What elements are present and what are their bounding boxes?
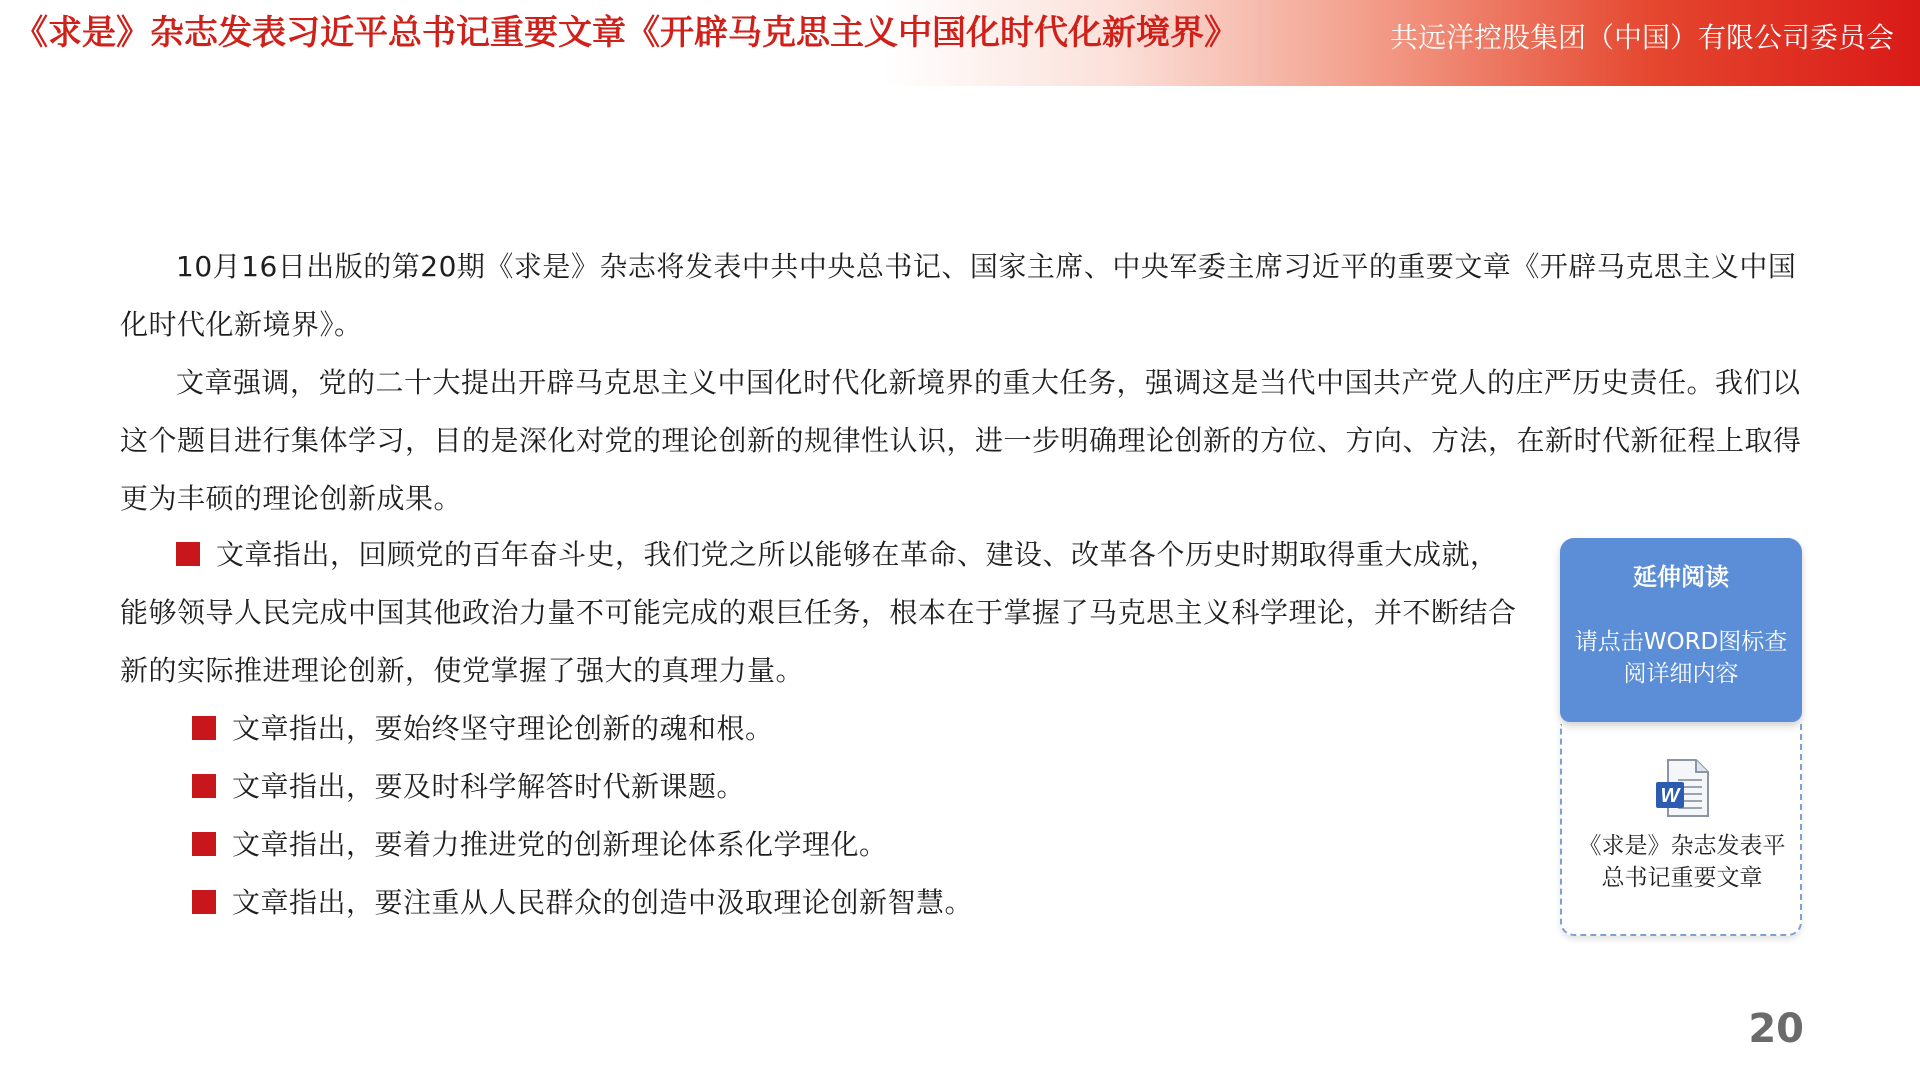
bullet-square-icon (192, 716, 216, 740)
word-document-icon[interactable] (1650, 756, 1714, 820)
bullet-item-4 (120, 816, 1520, 874)
extended-reading-card (1560, 538, 1802, 938)
article-intro (120, 238, 1820, 528)
document-attachment (1560, 724, 1802, 936)
bullet-item-3 (120, 758, 1520, 816)
bullet-square-icon (192, 832, 216, 856)
bullet-text: 文章指出，要着力推进党的创新理论体系化学理化。 (232, 828, 888, 861)
bullet-square-icon (192, 890, 216, 914)
bullet-text: 文章指出，要及时科学解答时代新课题。 (232, 770, 746, 803)
bullet-square-icon (192, 774, 216, 798)
extended-reading-title: 延伸阅读 (1633, 563, 1729, 591)
bullet-text: 文章指出，要注重从人民群众的创造中汲取理论创新智慧。 (232, 886, 974, 919)
extended-reading-hint: 请点击WORD图标查阅详细内容 (1574, 629, 1788, 687)
extended-reading-header (1560, 538, 1802, 722)
bullet-item-2 (120, 700, 1520, 758)
svg-text:W: W (1660, 785, 1680, 807)
bullet-square-icon (176, 542, 200, 566)
bullet-item-1 (120, 526, 1520, 700)
paragraph-emphasis: 文章强调，党的二十大提出开辟马克思主义中国化时代化新境界的重大任务，强调这是当代中国共产党人的庄严历史责任。我们以这个题目进行集体学习，目的是深化对党的理论创新的规律性认识，进一步明确理论创新的方位、方向、方法，在新时代新征程上取得更为丰硕的理论创新成果。 (120, 366, 1802, 515)
page-number: 20 (1748, 1006, 1804, 1052)
organization-name: 共远洋控股集团（中国）有限公司委员会 (1389, 21, 1894, 54)
bullet-list (120, 700, 1520, 932)
paragraph-intro: 10月16日出版的第20期《求是》杂志将发表中共中央总书记、国家主席、中央军委主席习近平的重要文章《开辟马克思主义中国化时代化新境界》。 (120, 250, 1797, 341)
document-link[interactable]: 《求是》杂志发表平总书记重要文章 (1578, 833, 1786, 891)
bullet-text: 文章指出，回顾党的百年奋斗史，我们党之所以能够在革命、建设、改革各个历史时期取得重大成就，能够领导人民完成中国其他政治力量不可能完成的艰巨任务，根本在于掌握了马克思主义科学理论，并不断结合新的实际推进理论创新，使党掌握了强大的真理力量。 (120, 538, 1517, 687)
bullet-text: 文章指出，要始终坚守理论创新的魂和根。 (232, 712, 774, 745)
bullet-item-5 (120, 874, 1520, 932)
page-title: 《求是》杂志发表习近平总书记重要文章《开辟马克思主义中国化时代化新境界》 (14, 13, 1238, 53)
